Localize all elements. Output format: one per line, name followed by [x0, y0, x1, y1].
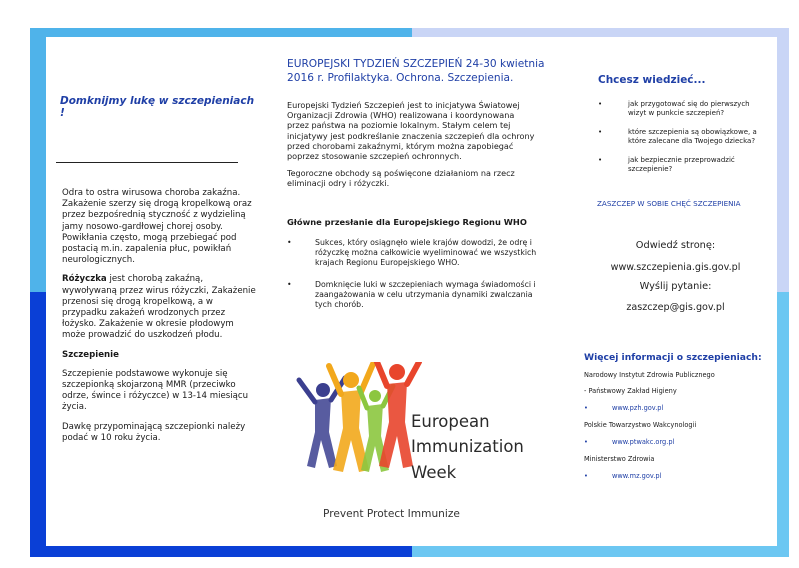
logo-tagline: Prevent Protect Immunize — [323, 508, 460, 520]
org-link[interactable] — [584, 404, 769, 412]
divider-line — [56, 162, 238, 163]
bullet-icon: • — [598, 128, 603, 137]
org-name-line: Narodowy Instytut Zdrowia Publicznego — [584, 371, 715, 379]
intro-paragraph: Europejski Tydzień Szczepień jest to inicjatywa Światowej Organizacji Zdrowia (WHO) realizowana i koordynowana przez państwa na poziomie lokalnym. Stałym celem tej inicjatywy jest podkreślanie znaczenia szczepień dla ochrony przed chorobami zakaźnymi, którym można zapobiegać poprzez stosowanie szczepień ochronnych. — [287, 100, 535, 162]
slogan-heading: Domknijmy lukę w szczepieniach ! — [60, 95, 255, 119]
org-link-text[interactable]: www.pzh.gov.pl — [612, 404, 664, 412]
bullet-icon: • — [584, 472, 588, 480]
theme-paragraph: Tegoroczne obchody są poświęcone działaniom na rzecz eliminacji odry i różyczki. — [287, 168, 515, 189]
key-message-text: Sukces, który osiągnęło wiele krajów dowodzi, że odrę i różyczkę można całkowicie wyeliminować we wszystkich krajach Regionu Europejskiego WHO. — [315, 238, 537, 267]
rubella-paragraph — [62, 274, 258, 341]
org-link-text[interactable]: www.mz.gov.pl — [612, 472, 662, 480]
want-to-know-heading: Chcesz wiedzieć... — [598, 74, 706, 86]
org-name — [584, 371, 769, 395]
frame-band-top-cap — [46, 28, 412, 37]
bullet-icon: • — [598, 100, 603, 108]
question-text: jak przygotować się do pierwszych wizyt w punkcie szczepień? — [628, 100, 750, 117]
event-description — [287, 100, 537, 196]
org-name-line: - Państwowy Zakład Higieny — [584, 387, 677, 395]
org-name: Polskie Towarzystwo Wakcynologii — [584, 421, 697, 429]
vaccination-paragraph: Szczepienie podstawowe wykonuje się szczepionką skojarzoną MMR (przeciwko odrze, śwince i różyczce) w 13-14 miesiącu życia. — [62, 368, 249, 413]
key-message-item — [287, 280, 537, 310]
logo-word-week: Week — [411, 463, 457, 482]
bullet-icon: • — [584, 404, 588, 412]
bullet-icon: • — [287, 238, 292, 247]
campaign-slogan: ZASZCZEP W SOBIE CHĘĆ SZCZEPIENIA — [597, 199, 741, 208]
key-message-heading: Główne przesłanie dla Europejskiego Regionu WHO — [287, 217, 527, 227]
logo-word-immunization: Immunization — [411, 437, 524, 456]
measles-paragraph: Odra to ostra wirusowa choroba zakaźna. Zakażenie szerzy się drogą kropelkową oraz przez bezpośrednią styczność z wydzieliną jamy nosowo-gardłowej chorej osoby. Powikłania często, mogą przebiegać pod postacią m.in. zapalenia płuc, powikłań neurologicznych. — [62, 188, 252, 266]
org-link[interactable] — [584, 472, 769, 480]
frame-band-right-bottom — [777, 292, 789, 557]
key-message-item — [287, 238, 537, 268]
frame-band-left-bottom — [30, 292, 46, 557]
booster-paragraph: Dawkę przypominającą szczepionki należy podać w 10 roku życia. — [62, 421, 246, 443]
vaccination-heading: Szczepienie — [62, 349, 119, 360]
question-item — [598, 128, 768, 145]
org-name: Ministerstwo Zdrowia — [584, 455, 655, 463]
bullet-icon: • — [287, 280, 292, 289]
frame-band-top-right — [412, 28, 789, 37]
frame-band-right-top — [777, 28, 789, 292]
logo-figures-icon — [299, 362, 419, 472]
visit-label: Odwiedź stronę: — [635, 240, 716, 251]
question-text: które szczepienia są obowiązkowe, a które zalecane dla Twojego dziecka? — [628, 128, 757, 145]
question-text: jak bezpiecznie przeprowadzić szczepienie? — [628, 156, 735, 173]
frame-band-left-top — [30, 28, 46, 292]
org-link[interactable] — [584, 438, 769, 446]
frame-band-bottom-left — [30, 546, 412, 557]
question-item — [598, 156, 768, 173]
website-link[interactable]: www.szczepienia.gis.gov.pl — [610, 262, 741, 273]
logo-word-european: European — [411, 412, 490, 431]
org-link-text[interactable]: www.ptwakc.org.pl — [612, 438, 675, 446]
email-link[interactable]: zaszczep@gis.gov.pl — [626, 302, 725, 313]
key-message-text: Domknięcie luki w szczepieniach wymaga świadomości i zaangażowania w celu utrzymania dynamiki zwalczania tych chorób. — [315, 280, 536, 309]
rubella-term: Różyczka — [62, 274, 107, 285]
send-question-label: Wyślij pytanie: — [639, 281, 712, 292]
organization-list — [584, 371, 769, 489]
event-title: EUROPEJSKI TYDZIEŃ SZCZEPIEŃ 24-30 kwietnia 2016 r. Profilaktyka. Ochrona. Szczepienia. — [287, 58, 545, 84]
frame-band-bottom-right — [412, 546, 789, 557]
rubella-text: jest chorobą zakaźną, wywoływaną przez wirus różyczki, Zakażenie przenosi się drogą kropelkową, a w przypadku zakażeń wrodzonych przez łożysko. Zakażenie w okresie płodowym może prowadzić do uszkodzeń płodu. — [62, 274, 256, 341]
question-list — [598, 100, 768, 185]
bullet-icon: • — [584, 438, 588, 446]
more-info-heading: Więcej informacji o szczepieniach: — [584, 352, 762, 363]
bullet-icon: • — [598, 156, 603, 165]
question-item — [598, 100, 768, 117]
disease-info — [62, 188, 258, 452]
